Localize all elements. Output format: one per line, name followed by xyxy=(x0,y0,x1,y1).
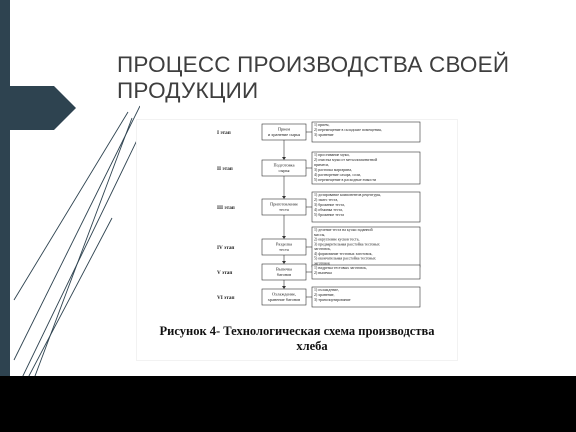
step-text: заготовок xyxy=(314,261,330,266)
step-text: 4) растворение сахара, соли, xyxy=(314,173,361,177)
stage-box-text: Разделка xyxy=(275,241,293,247)
bottom-black-bar xyxy=(0,376,576,432)
step-text: 3) транспортирование xyxy=(314,298,351,302)
flow-arrow-head xyxy=(282,196,286,199)
slide-title-line-1: ПРОЦЕСС ПРОИЗВОДСТВА СВОЕЙ xyxy=(117,52,510,77)
step-text: 5) брожение теста xyxy=(314,213,344,217)
stage-label: II этап xyxy=(217,166,233,172)
step-text: 5) перемещение в расходные емкости xyxy=(314,178,377,182)
flow-arrow-head xyxy=(282,261,286,264)
stage-box-text: Выпечка xyxy=(276,266,292,272)
stage-box-text: теста xyxy=(279,247,289,252)
stage-box-text: Прием xyxy=(277,126,291,132)
step-text: 3) брожение теста, xyxy=(314,203,345,207)
stage-box-text: батонов xyxy=(276,272,292,277)
stage-box-text: и хранение сырья xyxy=(267,132,301,137)
slide-title-line-2: ПРОДУКЦИИ xyxy=(117,78,259,103)
stage-label: III этап xyxy=(217,205,235,211)
stage-box-text: Охлаждение, xyxy=(272,291,296,297)
step-text: массы, xyxy=(314,232,326,237)
flow-arrow-head xyxy=(282,286,286,289)
step-text: 2) очистка муки от металломагнитной xyxy=(314,158,378,162)
step-text: 1) надрезка тестовых заготовок, xyxy=(314,266,367,270)
step-text: 1) прием, xyxy=(314,123,330,127)
slide-title xyxy=(117,52,557,104)
step-text: 2) выпечка xyxy=(314,271,332,275)
step-text: 3) предварительная расстойка тестовых xyxy=(314,242,380,247)
stage-box-text: Приготовление xyxy=(270,201,298,207)
figure-caption xyxy=(137,324,457,354)
chevron-arrow-shape xyxy=(10,86,76,130)
step-text: 2) замес теста, xyxy=(314,198,339,202)
figure-caption-line-2: хлеба xyxy=(296,339,328,353)
flow-arrow-head xyxy=(282,236,286,239)
step-text: 5) окончательная расстойка тестовых xyxy=(314,256,376,261)
step-text: 2) хранение, xyxy=(314,293,335,297)
step-text: 1) просеивание муки, xyxy=(314,153,350,157)
process-flow-diagram xyxy=(137,120,457,320)
stage-box-text: Подготовка xyxy=(273,162,295,168)
step-text: 4) обминка теста, xyxy=(314,208,343,212)
step-text: 1) охлаждение, xyxy=(314,288,339,292)
flow-arrow-head xyxy=(282,157,286,160)
step-text: 2) перемещение в складские помещения, xyxy=(314,128,382,132)
stage-label: VI этап xyxy=(217,295,235,301)
stage-box-text: сырья xyxy=(278,168,290,173)
step-text: примеси, xyxy=(314,163,330,167)
stage-box-text: теста xyxy=(279,207,289,212)
step-text: 2) округление кусков теста, xyxy=(314,237,360,242)
stage-label: I этап xyxy=(217,130,231,136)
stage-box-text: хранение батонов xyxy=(267,297,301,302)
stage-label: IV этап xyxy=(217,245,235,251)
step-text: 1) деление теста на куски заданной xyxy=(314,228,373,232)
step-text: 4) формование тестовых заготовок, xyxy=(314,251,373,256)
stage-label: V этап xyxy=(217,270,233,276)
step-text: 3) растопка маргарина, xyxy=(314,168,353,172)
bread-process-figure xyxy=(137,120,457,360)
step-text: 3) хранение xyxy=(314,133,334,137)
figure-caption-line-1: Рисунок 4- Технологическая схема производства xyxy=(159,324,435,338)
step-text: заготовок, xyxy=(314,247,331,251)
step-text: 1) дозирование компонентов рецептуры, xyxy=(314,193,382,197)
